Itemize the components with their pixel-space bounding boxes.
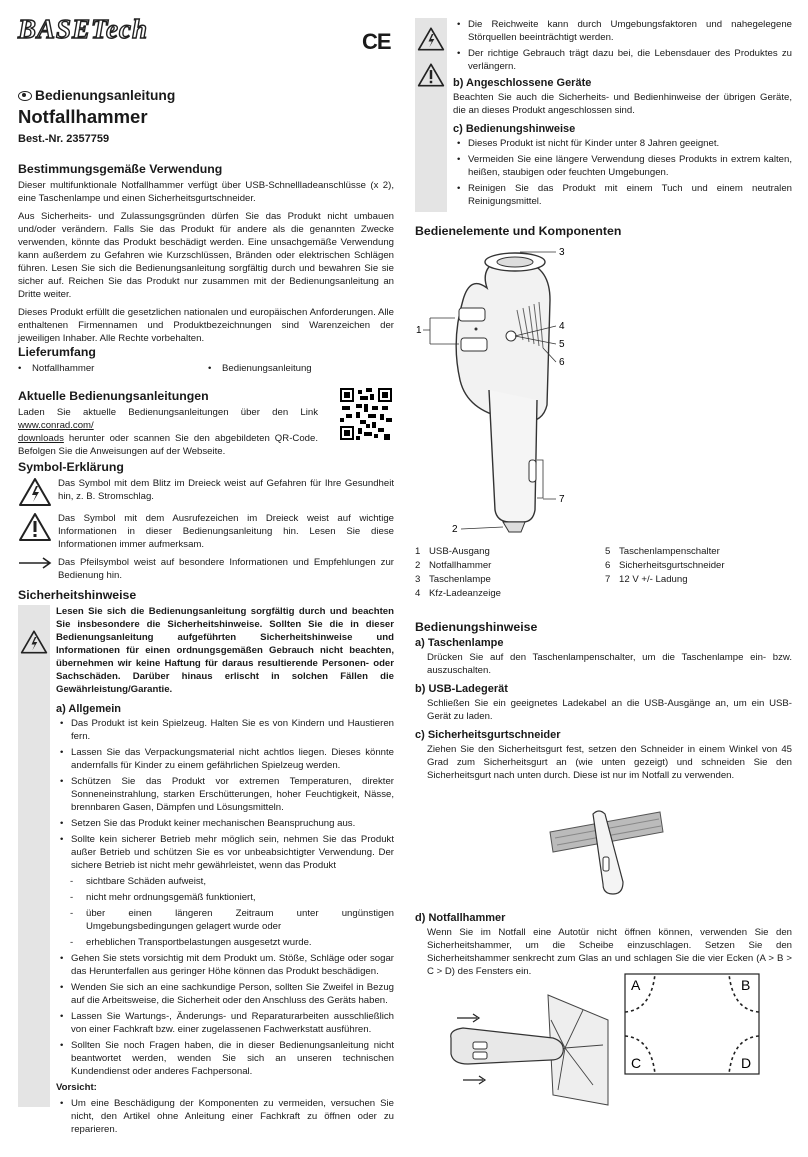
- symbols-section: [18, 460, 394, 587]
- callout-4: 4: [559, 321, 565, 332]
- legend-item: 7 12 V +/- Ladung: [605, 574, 688, 585]
- legend-item: 1 USB-Ausgang: [415, 546, 490, 557]
- current-manuals-heading: Aktuelle Bedienungsanleitungen: [18, 389, 209, 403]
- general-item-3: • Schützen Sie das Produkt vor extremen Temperaturen, direkter Sonneneinstrahlung, starken Erschütterungen, hoher Feuchtigkeit, Nässe, brennbaren Gasen, Dämpfen und Lösungsmitteln.: [56, 775, 394, 814]
- symbol-lightning-row: [18, 477, 394, 507]
- corner-b: B: [741, 977, 751, 993]
- safety-heading: Sicherheitshinweise: [18, 588, 137, 602]
- intended-use-heading: Bestimmungsgemäße Verwendung: [18, 162, 223, 176]
- hammer-illustration: [443, 990, 613, 1110]
- safety-continued: [415, 18, 792, 212]
- general-item-2: • Lassen Sie das Verpackungsmaterial nicht achtlos liegen. Dieses könnte andernfalls für Kinder zu einem gefährlichen Spielzeug werden.: [56, 746, 394, 772]
- intended-use-section: [18, 162, 394, 345]
- scope-item-2: Bedienungsanleitung: [222, 363, 312, 374]
- product-title: Notfallhammer: [18, 106, 148, 127]
- flashlight-heading: a) Taschenlampe: [415, 637, 504, 649]
- scope-item: • Bedienungsanleitung: [208, 363, 312, 374]
- general-item-6: • Gehen Sie stets vorsichtig mit dem Produkt um. Stöße, Schläge oder sogar das Herunterfallen aus geringer Höhe können das Produkt beschädigen.: [56, 952, 394, 978]
- window-corners-diagram: [623, 972, 761, 1076]
- brand-logo: BASETech: [18, 14, 149, 44]
- scope-heading: Lieferumfang: [18, 345, 96, 359]
- symbol-lightning-text: Das Symbol mit dem Blitz im Dreieck weist auf Gefahren für Ihre Gesundheit hin, z. B. Stromschlag.: [58, 478, 394, 502]
- legend-item: 6 Sicherheitsgurtschneider: [605, 560, 725, 571]
- symbols-heading: Symbol-Erklärung: [18, 460, 124, 474]
- scope-section: [18, 345, 394, 375]
- connected-text: Beachten Sie auch die Sicherheits- und Bedienhinweise der übrigen Geräte, die an dieses Produkt angeschlossen sind.: [453, 92, 792, 116]
- conrad-link[interactable]: www.conrad.com/ downloads: [18, 420, 94, 444]
- usb-heading: b) USB-Ladegerät: [415, 683, 508, 695]
- range-list: [453, 18, 792, 73]
- legend-item: 4 Kfz-Ladeanzeige: [415, 588, 502, 599]
- caution-list: [56, 1097, 394, 1136]
- general-item-4: • Setzen Sie das Produkt keiner mechanischen Beanspruchung aus.: [56, 817, 394, 830]
- lightning-warning-icon: [18, 477, 52, 507]
- corner-d: D: [741, 1055, 752, 1071]
- symbol-exclamation-row: [18, 512, 394, 551]
- callout-5: 5: [559, 339, 565, 350]
- safety-sidebar-right: [415, 18, 447, 212]
- scope-item: • Notfallhammer: [18, 363, 95, 374]
- lightning-warning-icon: [20, 629, 48, 655]
- corner-a: A: [631, 977, 641, 993]
- callout-2: 2: [452, 524, 458, 535]
- device-body: [456, 253, 550, 532]
- condition-item-1: - sichtbare Schäden aufweist,: [56, 875, 394, 888]
- safety-sidebar: [18, 605, 50, 1107]
- ce-mark: CE: [362, 29, 391, 54]
- eye-icon: [18, 91, 32, 101]
- general-item-8: • Lassen Sie Wartungs-, Änderungs- und Reparaturarbeiten ausschließlich von einer Fachkraft bzw. einer zugelassenen Fachwerkstatt ausführen.: [56, 1010, 394, 1036]
- hammer-text: Wenn Sie im Notfall eine Autotür nicht öffnen können, verwenden Sie den Sicherheitshammer, um die Scheibe einzuschlagen. Setzen Sie den Sicherheitshammer senkrecht zum Glas an und schlagen Sie die vier Ecken (A > B > C > D) des Fensters ein.: [427, 927, 792, 977]
- order-number: Best.-Nr. 2357759: [18, 133, 110, 145]
- connected-heading: b) Angeschlossene Geräte: [453, 77, 592, 89]
- usb-text: Schließen Sie ein geeignetes Ladekabel an die USB-Ausgänge an, um ein USB-Gerät zu laden.: [427, 698, 792, 722]
- callout-6: 6: [559, 357, 565, 368]
- usage-item-2: • Vermeiden Sie eine längere Verwendung dieses Produkts in extrem kalten, heißen, staubigen oder feuchten Umgebungen.: [453, 153, 792, 179]
- callout-1: 1: [416, 325, 422, 336]
- intended-use-p1: Dieser multifunktionale Notfallhammer verfügt über USB-Schnellladeanschlüsse (x 2), eine Taschenlampe und einen Sicherheitsgurtschneider.: [18, 180, 394, 204]
- legend-item: 5 Taschenlampenschalter: [605, 546, 720, 557]
- usage-heading: c) Bedienungshinweise: [453, 123, 576, 135]
- manual-label-text: Bedienungsanleitung: [35, 88, 176, 103]
- operation-heading: Bedienungshinweise: [415, 620, 538, 634]
- lightning-warning-icon: [417, 26, 445, 52]
- corner-c: C: [631, 1055, 642, 1071]
- condition-item-4: - erheblichen Transportbelastungen ausgesetzt wurde.: [56, 936, 394, 949]
- arrow-icon: [18, 556, 52, 570]
- current-manuals-section: [18, 389, 318, 458]
- usage-list: [453, 137, 792, 208]
- legend-item: 3 Taschenlampe: [415, 574, 491, 585]
- usage-item-1: • Dieses Produkt ist nicht für Kinder unter 8 Jahren geeignet.: [453, 137, 792, 150]
- general-item-5: • Sollte kein sicherer Betrieb mehr möglich sein, nehmen Sie das Produkt außer Betrieb und schützen Sie es vor unbeabsichtigter Verwendung. Der sichere Betrieb ist nicht mehr gewährleistet, wenn das Produkt: [56, 833, 394, 872]
- symbol-exclamation-text: Das Symbol mit dem Ausrufezeichen im Dreieck weist auf wichtige Informationen in dieser Bedienungsanleitung hin. Lesen Sie diese Informationen immer aufmerksam.: [58, 513, 394, 550]
- qr-code: [340, 388, 392, 440]
- hammer-heading: d) Notfallhammer: [415, 912, 506, 924]
- condition-item-3: - über einen längeren Zeitraum unter ungünstigen Umgebungsbedingungen gelagert wurde oder: [56, 907, 394, 933]
- symbol-arrow-row: [18, 556, 394, 582]
- general-list: [56, 717, 394, 872]
- components-legend: [415, 546, 795, 599]
- general-item-9: • Sollten Sie noch Fragen haben, die in dieser Bedienungsanleitung nicht beantwortet werden, wenden Sie sich an unseren technischen Kundendienst oder anderes Fachpersonal.: [56, 1039, 394, 1078]
- general-item-1: • Das Produkt ist kein Spielzeug. Halten Sie es von Kindern und Haustieren fern.: [56, 717, 394, 743]
- range-item-1: • Die Reichweite kann durch Umgebungsfaktoren und nahegelegene Störquellen beeinträchtigt werden.: [453, 18, 792, 44]
- condition-item-2: - nicht mehr ordnungsgemäß funktioniert,: [56, 891, 394, 904]
- general-heading: a) Allgemein: [56, 703, 121, 715]
- symbol-arrow-text: Das Pfeilsymbol weist auf besondere Informationen und Empfehlungen zur Bedienung hin.: [58, 557, 394, 581]
- current-manuals-text: Laden Sie aktuelle Bedienungsanleitungen über den Link www.conrad.com/ downloads herunter oder scannen Sie den abgebildeten QR-Code. Befolgen Sie die Anweisungen auf der Webseite.: [18, 407, 318, 457]
- exclamation-warning-icon: [417, 62, 445, 88]
- exclamation-warning-icon: [18, 512, 52, 542]
- general-item-7: • Wenden Sie sich an eine sachkundige Person, sollten Sie Zweifel in Bezug auf die Arbeitsweise, die Sicherheit oder den Anschluss des Geräts haben.: [56, 981, 394, 1007]
- hammer-section: [415, 912, 792, 978]
- belt-cutter-illustration: [545, 802, 665, 902]
- callout-7: 7: [559, 494, 565, 505]
- device-diagram: [415, 240, 792, 538]
- manual-label: [18, 88, 175, 103]
- safety-intro: Lesen Sie sich die Bedienungsanleitung sorgfältig durch und beachten Sie insbesondere die Sicherheitshinweise. Sollten Sie die in dieser Bedienungsanleitung aufgeführten Sicherheitshinweise und Informationen für einen ordnungsgemäßen Gebrauch nicht beachten, übernehmen wir keine Haftung für daraus resultierende Personen- oder Sachschäden. Darüber hinaus erlischt in solchen Fällen die Gewährleistung/Garantie.: [56, 606, 394, 695]
- caution-heading: Vorsicht:: [56, 1082, 97, 1093]
- legend-item: 2 Notfallhammer: [415, 560, 492, 571]
- scope-item-1: Notfallhammer: [32, 363, 95, 374]
- caution-item-1: • Um eine Beschädigung der Komponenten zu vermeiden, versuchen Sie nicht, den Artikel ohne Anleitung einer Fachkraft zu öffnen oder zu reparieren.: [56, 1097, 394, 1136]
- general-list-continued: [56, 952, 394, 1078]
- intended-use-p2: Aus Sicherheits- und Zulassungsgründen dürfen Sie das Produkt nicht umbauen und/oder verändern. Falls Sie das Produkt für andere als die genannten Zwecke verwenden, könnte das Produkt beschädigt werden. Eine unsachgemäße Verwendung kann außerdem zu Gefahren wie Kurzschlüssen, Bränden oder elektrischen Schlägen führen. Lesen Sie sich die Bedienungsanleitung sorgfältig durch und bewahren Sie sie sicher auf. Reichen Sie das Produkt nur zusammen mit der Bedienungsanleitung an Dritte weiter.: [18, 211, 394, 300]
- callout-3: 3: [559, 247, 565, 258]
- usage-item-3: • Reinigen Sie das Produkt mit einem Tuch und einem neutralen Reinigungsmittel.: [453, 182, 792, 208]
- belt-cutter-text: Ziehen Sie den Sicherheitsgurt fest, setzen den Schneider in einem Winkel von 45 Grad zum Sicherheitsgurt an (wie unten gezeigt) und schneiden Sie den Sicherheitsgurt nach unten durch. Diese ist nur im Notfall zu verwenden.: [427, 744, 792, 781]
- condition-list: [56, 875, 394, 949]
- intended-use-p3: Dieses Produkt erfüllt die gesetzlichen nationalen und europäischen Anforderungen. Alle enthaltenen Firmennamen und Produktbezeichnungen sind Warenzeichen der jeweiligen Inhaber. Alle Rechte vorbehalten.: [18, 307, 394, 344]
- components-heading: Bedienelemente und Komponenten: [415, 224, 622, 238]
- belt-cutter-heading: c) Sicherheitsgurtschneider: [415, 729, 561, 741]
- flashlight-text: Drücken Sie auf den Taschenlampenschalter, um die Taschenlampe ein- bzw. auszuschalten.: [427, 652, 792, 676]
- operation-section: [415, 620, 792, 782]
- safety-section: [18, 588, 394, 1139]
- range-item-2: • Der richtige Gebrauch trägt dazu bei, die Lebensdauer des Produktes zu verlängern.: [453, 47, 792, 73]
